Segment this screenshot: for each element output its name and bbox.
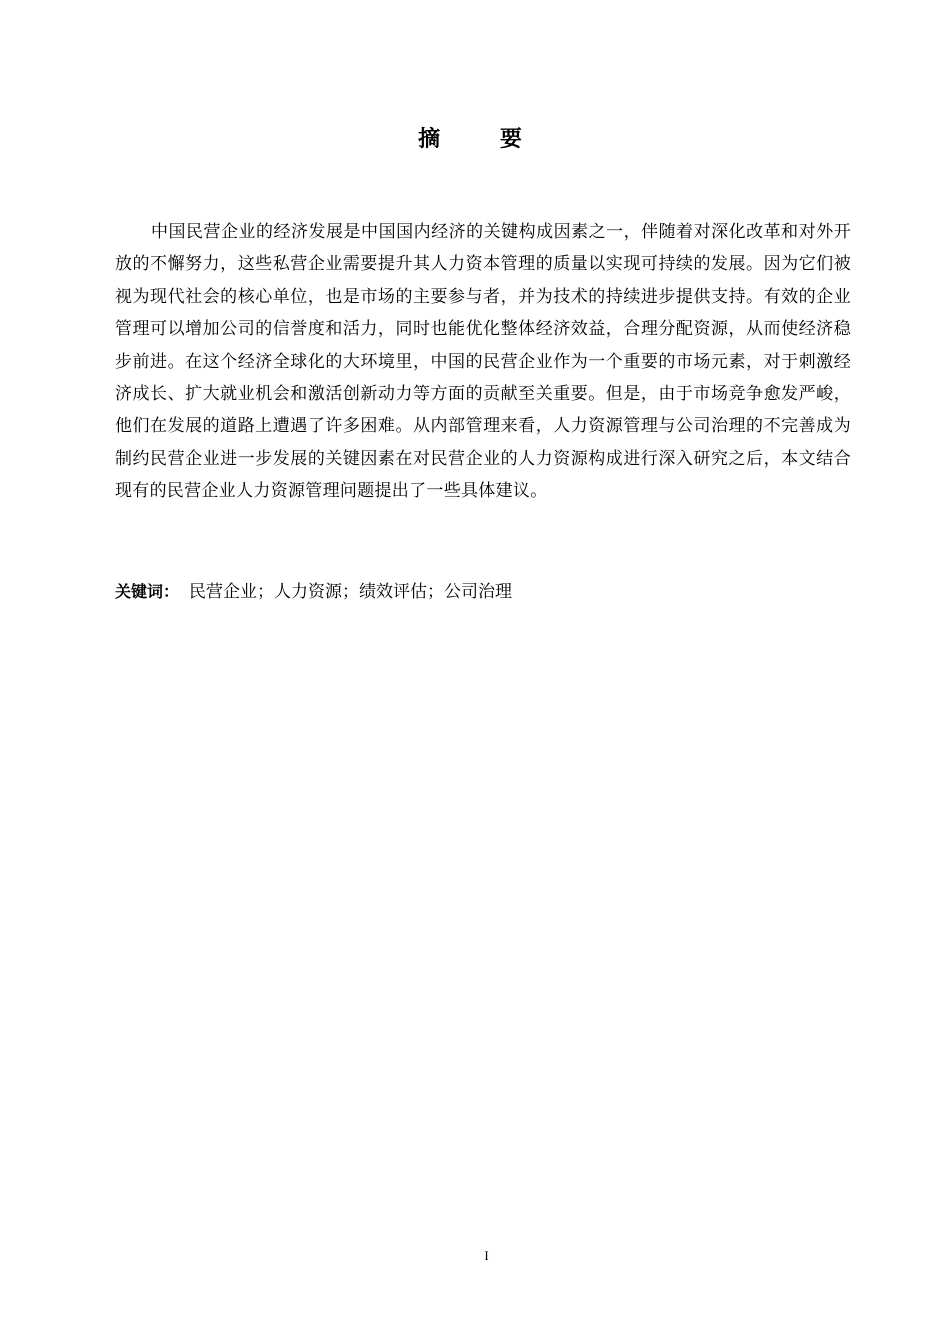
- keywords-label: 关键词：: [115, 582, 180, 601]
- keywords-value: 民营企业；人力资源；绩效评估；公司治理: [189, 582, 513, 602]
- abstract-title: 摘 要: [418, 127, 548, 152]
- abstract-body: 中国民营企业的经济发展是中国国内经济的关键构成因素之一，伴随着对深化改革和对外开放的不懈努力，这些私营企业需要提升其人力资本管理的质量以实现可持续的发展。因为它们被视为现代社会的核心单位，也是市场的主要参与者，并为技术的持续进步提供支持。有效的企业管理可以增加公司的信誉度和活力，同时也能优化整体经济效益，合理分配资源，从而使经济稳步前进。在这个经济全球化的大环境里，中国的民营企业作为一个重要的市场元素，对于刺激经济成长、扩大就业机会和激活创新动力等方面的贡献至关重要。但是，由于市场竞争愈发严峻，他们在发展的道路上遭遇了许多困难。从内部管理来看，人力资源管理与公司治理的不完善成为制约民营企业进一步发展的关键因素在对民营企业的人力资源构成进行深入研究之后，本文结合现有的民营企业人力资源管理问题提出了一些具体建议。: [115, 222, 851, 502]
- keywords-line: [115, 578, 851, 606]
- page-number: I: [484, 1248, 489, 1263]
